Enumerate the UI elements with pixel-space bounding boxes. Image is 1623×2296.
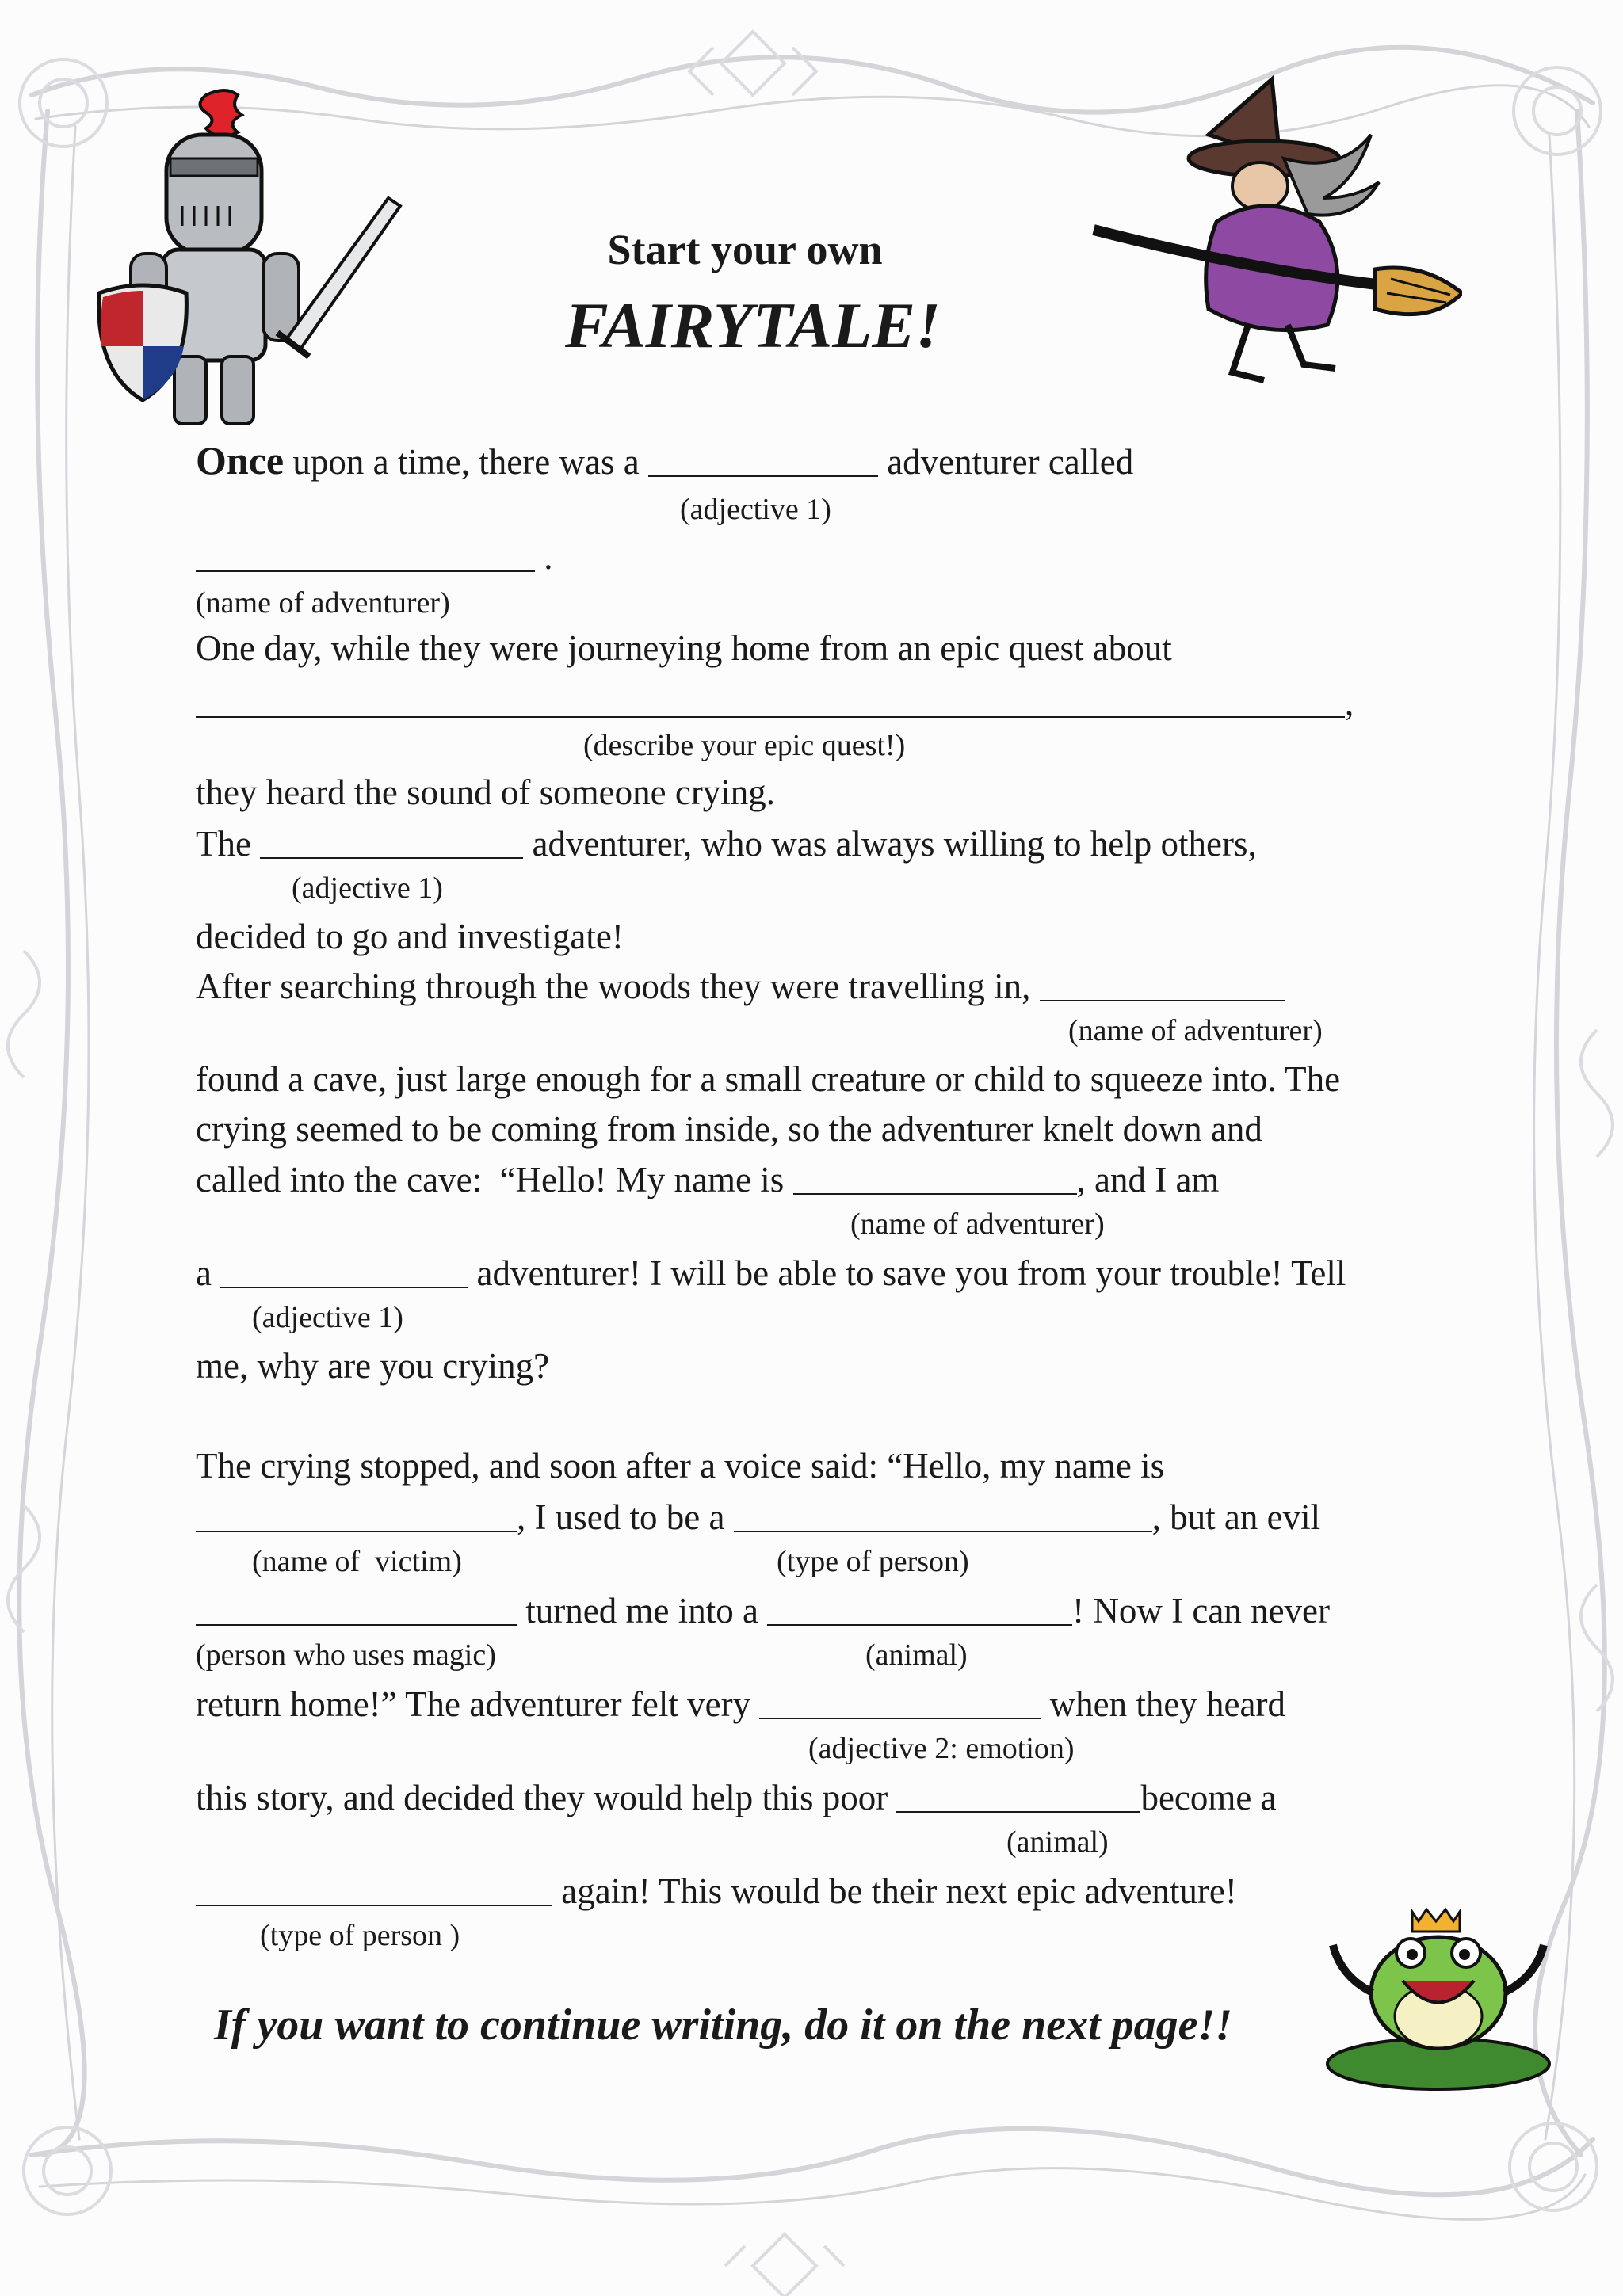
continue-writing-note: If you want to continue writing, do it on the next page!! <box>214 2000 1233 2050</box>
story-line-2 <box>196 539 553 575</box>
story-line-12 <box>196 1255 1346 1291</box>
story-text: ! Now I can never <box>1072 1591 1331 1630</box>
story-text: again! This would be their next epic adventure! <box>552 1871 1237 1911</box>
hint-name-of-adventurer: (name of adventurer) <box>1068 1014 1323 1047</box>
hint-animal: (animal) <box>865 1638 968 1672</box>
blank-adventurer-name[interactable] <box>793 1161 1077 1195</box>
story-line-18 <box>196 1779 1277 1816</box>
blank-type-of-person[interactable] <box>734 1499 1152 1532</box>
blank-adjective-1[interactable] <box>648 444 878 477</box>
story-text: , <box>1345 683 1354 723</box>
story-text: , I used to be a <box>517 1497 734 1537</box>
hint-name-of-victim: (name of victim) <box>252 1545 462 1578</box>
story-text: , but an evil <box>1151 1497 1321 1537</box>
story-line-17 <box>196 1686 1285 1722</box>
story-line-15 <box>196 1499 1320 1535</box>
blank-magic-user[interactable] <box>196 1592 517 1626</box>
hint-name-of-adventurer: (name of adventurer) <box>850 1207 1105 1241</box>
story-text: turned me into a <box>517 1591 768 1630</box>
hint-type-of-person: (type of person) <box>777 1545 969 1578</box>
story-line-7: decided to go and investigate! <box>196 917 624 956</box>
hint-person-who-uses-magic: (person who uses magic) <box>196 1638 496 1672</box>
story-line-1 <box>196 438 1134 482</box>
frog-prince-illustration <box>1323 1905 1553 2092</box>
story-line-8 <box>196 968 1285 1005</box>
story-line-19 <box>196 1873 1237 1909</box>
blank-adjective-1[interactable] <box>260 826 523 859</box>
title-line-1: Start your own <box>607 226 883 273</box>
story-text: when they heard <box>1041 1684 1285 1724</box>
story-line-13: me, why are you crying? <box>196 1346 550 1386</box>
blank-emotion[interactable] <box>759 1686 1041 1719</box>
story-line-4 <box>196 685 1354 721</box>
blank-epic-quest[interactable] <box>196 685 1345 718</box>
story-text: return home!” The adventurer felt very <box>196 1684 760 1724</box>
story-line-14: The crying stopped, and soon after a voice said: “Hello, my name is <box>196 1446 1165 1486</box>
story-text: a <box>196 1253 221 1293</box>
story-text: become a <box>1140 1778 1277 1817</box>
hint-animal: (animal) <box>1006 1825 1109 1859</box>
blank-adventurer-name[interactable] <box>196 539 535 572</box>
story-line-9: found a cave, just large enough for a small creature or child to squeeze into. The <box>196 1059 1341 1099</box>
story-text: . <box>535 537 553 577</box>
blank-animal[interactable] <box>896 1779 1140 1813</box>
hint-adjective-2-emotion: (adjective 2: emotion) <box>808 1732 1075 1765</box>
story-text: upon a time, there was a <box>284 442 648 482</box>
hint-adjective-1: (adjective 1) <box>680 493 831 526</box>
witch-on-broom-illustration <box>1090 71 1462 404</box>
story-text: this story, and decided they would help this poor <box>196 1778 897 1817</box>
story-line-11 <box>196 1161 1219 1198</box>
story-text: adventurer! I will be able to save you from your trouble! Tell <box>468 1253 1346 1293</box>
story-text: , and I am <box>1076 1160 1220 1199</box>
hint-name-of-adventurer: (name of adventurer) <box>196 586 450 620</box>
hint-type-of-person: (type of person ) <box>260 1919 460 1952</box>
knight-illustration <box>87 79 404 436</box>
hint-adjective-1: (adjective 1) <box>252 1301 403 1334</box>
story-text: adventurer called <box>877 442 1134 482</box>
blank-adjective-1[interactable] <box>220 1255 468 1288</box>
title-fairytale <box>460 289 1046 361</box>
story-text: The <box>196 824 261 864</box>
story-line-6 <box>196 826 1257 862</box>
blank-adventurer-name[interactable] <box>1040 968 1285 1001</box>
story-line-3: One day, while they were journeying home from an epic quest about <box>196 628 1172 668</box>
blank-animal[interactable] <box>767 1592 1072 1626</box>
title-bang: ! <box>915 289 941 361</box>
story-line-16 <box>196 1592 1330 1629</box>
title-word: FAIRYTALE <box>564 289 916 361</box>
hint-adjective-1: (adjective 1) <box>292 871 443 905</box>
story-text: adventurer, who was always willing to help others, <box>523 824 1257 864</box>
story-line-5: they heard the sound of someone crying. <box>196 772 776 812</box>
once-word: Once <box>196 438 285 482</box>
hint-epic-quest: (describe your epic quest!) <box>583 729 906 762</box>
blank-victim-name[interactable] <box>196 1499 517 1532</box>
story-text: called into the cave: “Hello! My name is <box>196 1160 793 1199</box>
story-line-10: crying seemed to be coming from inside, so the adventurer knelt down and <box>196 1109 1262 1149</box>
blank-type-of-person[interactable] <box>196 1873 552 1906</box>
story-text: After searching through the woods they were travelling in, <box>196 967 1040 1006</box>
